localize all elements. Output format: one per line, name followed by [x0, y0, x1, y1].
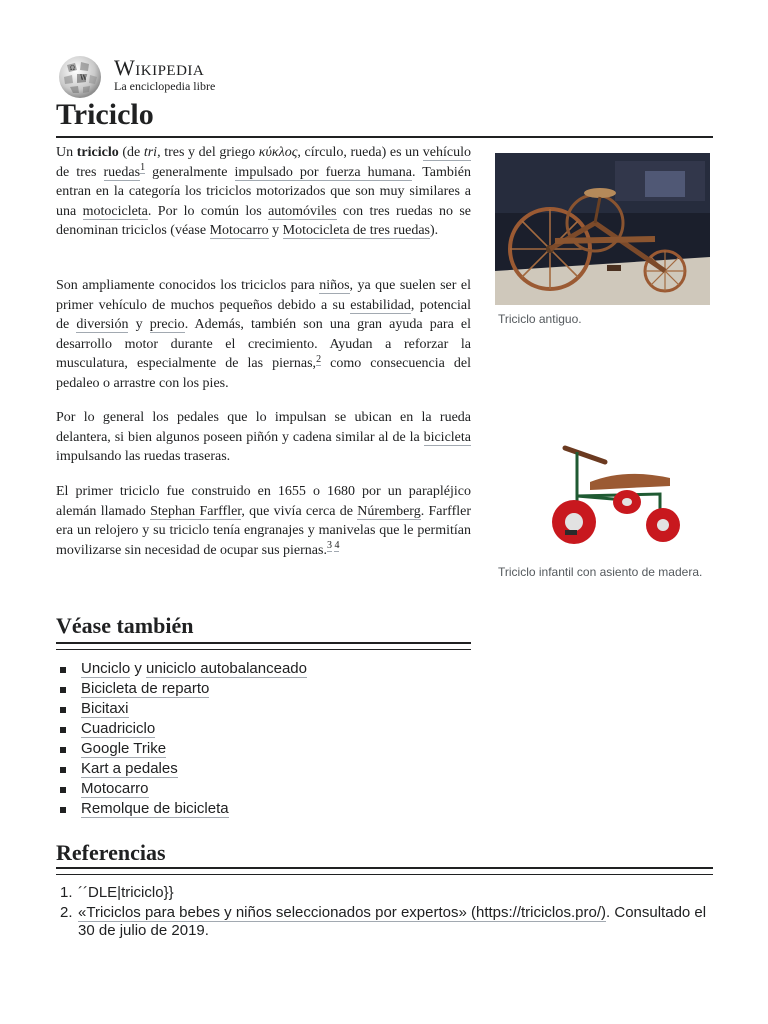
list-item — [56, 779, 307, 799]
text: con tres ruedas no se denominan triciclos (véase — [56, 203, 471, 239]
link-ninos[interactable]: niños — [319, 278, 350, 293]
link-stephan-farffler[interactable]: Stephan Farffler — [150, 503, 242, 519]
reference-item — [56, 904, 716, 940]
text: y — [130, 660, 147, 677]
text: , que vivía cerca de — [241, 503, 358, 519]
figure-caption-child: Triciclo infantil con asiento de madera. — [498, 565, 703, 579]
text: . Además, también son una gran ayuda para el desarrollo motor durante el crecimiento. Ayudan a reforzar la musculatura, especialmente de las piernas, — [56, 317, 472, 372]
wikipedia-globe-icon — [55, 53, 105, 99]
text: y — [128, 317, 150, 333]
link-motocarro-list[interactable]: Motocarro — [81, 780, 149, 797]
text: . También entran en la categoría los triciclos motorizados que son muy similares a una — [56, 164, 472, 219]
text: . Por lo común los — [147, 203, 269, 219]
intro-paragraph-2 — [56, 276, 471, 394]
text: (de — [118, 145, 144, 160]
term-tri: tri — [143, 145, 158, 160]
link-motocicleta[interactable]: motocicleta — [82, 203, 148, 219]
reference-text: ´´DLE|triciclo}} — [78, 884, 174, 901]
wikipedia-tagline: La enciclopedia libre — [114, 79, 216, 93]
link-automoviles[interactable]: automóviles — [268, 203, 337, 219]
link-kart-a-pedales[interactable]: Kart a pedales — [81, 760, 178, 777]
list-item — [56, 759, 307, 779]
text: Por lo general los pedales que lo impulsan se ubican en la rueda delantera, si bien algunos poseen piñón y cadena similar al de la — [56, 410, 471, 445]
link-precio[interactable]: precio — [149, 317, 185, 333]
link-diversion[interactable]: diversión — [76, 317, 129, 333]
link-motocarro[interactable]: Motocarro — [209, 223, 269, 239]
ref-link-1[interactable]: 1 — [140, 161, 146, 173]
intro-paragraph-1 — [56, 143, 471, 241]
see-also-rule-top — [56, 642, 471, 644]
link-cuadriciclo[interactable]: Cuadriciclo — [81, 720, 156, 737]
references-heading: Referencias — [56, 840, 166, 865]
ref-link-4[interactable]: 4 — [334, 540, 340, 552]
figure-caption-antique: Triciclo antiguo. — [498, 312, 582, 326]
see-also-rule-bottom — [56, 649, 471, 650]
svg-text:Ω: Ω — [70, 65, 75, 72]
link-unciclo[interactable]: Unciclo — [81, 660, 131, 677]
text: ). — [429, 223, 439, 239]
reference-item — [56, 884, 716, 902]
list-item — [56, 679, 307, 699]
reference-number: 1. — [60, 884, 73, 901]
link-uniciclo-autobalanceado[interactable]: uniciclo autobalanceado — [146, 660, 307, 677]
ref-link-3[interactable]: 3 — [326, 540, 332, 552]
link-bicicleta-de-reparto[interactable]: Bicicleta de reparto — [81, 680, 210, 697]
wikipedia-logo[interactable] — [55, 53, 255, 99]
text: , ya que suelen ser el primer vehículo de muchos pequeños debido a su — [56, 278, 471, 313]
term-greek: κύκλος — [258, 145, 298, 160]
text: de tres — [56, 164, 104, 180]
text: Un — [56, 145, 77, 160]
link-impulsado[interactable]: impulsado por fuerza humana — [234, 164, 412, 180]
text: El primer triciclo fue construido en 1655 o 1680 por un parapléjico alemán llamado — [56, 484, 471, 519]
wikipedia-wordmark: Wikipedia — [114, 55, 205, 80]
link-google-trike[interactable]: Google Trike — [81, 740, 167, 757]
list-item — [56, 719, 307, 739]
link-bicicleta[interactable]: bicicleta — [423, 429, 471, 445]
svg-text:W: W — [80, 74, 88, 82]
intro-paragraph-4 — [56, 482, 471, 560]
reference-link-triciclos[interactable]: «Triciclos para bebes y niños seleccionados por expertos» (https://triciclos.pro/) — [78, 904, 607, 921]
text: como consecuencia del pedaleo o arrastre con los pies. — [56, 356, 472, 391]
link-bicitaxi[interactable]: Bicitaxi — [81, 700, 129, 717]
antique-tricycle-image[interactable] — [495, 153, 710, 305]
title-divider — [56, 136, 713, 138]
reference-number: 2. — [60, 904, 73, 921]
ref-link-2[interactable]: 2 — [316, 353, 322, 365]
text: . Farffler era un relojero y su triciclo tenía engranajes y manivelas que le permitían movilizarse sin necesidad de ocupar sus piernas. — [56, 503, 471, 558]
link-vehiculo[interactable]: vehículo — [422, 145, 471, 160]
text: Son ampliamente conocidos los triciclos para — [56, 278, 320, 293]
link-remolque-de-bicicleta[interactable]: Remolque de bicicleta — [81, 800, 229, 817]
references-list — [56, 884, 716, 942]
list-item — [56, 699, 307, 719]
link-ruedas[interactable]: ruedas — [103, 164, 141, 180]
link-nuremberg[interactable]: Núremberg — [357, 503, 421, 519]
list-item — [56, 739, 307, 759]
text: , tres y del griego — [157, 145, 259, 160]
reference-text: . Consultado el 30 de julio de 2019. — [78, 904, 707, 939]
child-tricycle-image[interactable] — [495, 438, 710, 558]
text: generalmente — [145, 164, 235, 180]
text: impulsando las ruedas traseras. — [56, 449, 231, 465]
list-item — [56, 659, 307, 679]
figure-antique-tricycle — [495, 153, 710, 328]
intro-paragraph-3 — [56, 408, 471, 467]
figure-child-tricycle — [495, 438, 710, 581]
references-rule-top — [56, 867, 713, 869]
page-title: Triciclo — [56, 98, 154, 131]
text: y — [268, 223, 283, 239]
term-bold: triciclo — [76, 145, 119, 160]
text: , potencial de — [56, 297, 472, 333]
link-motocicleta-tres-ruedas[interactable]: Motocicleta de tres ruedas — [282, 223, 430, 239]
see-also-heading: Véase también — [56, 613, 194, 638]
see-also-list — [56, 659, 307, 819]
link-estabilidad[interactable]: estabilidad — [350, 297, 411, 313]
text: , círculo, rueda) es un — [297, 145, 423, 160]
list-item — [56, 799, 307, 819]
references-rule-bottom — [56, 874, 713, 875]
